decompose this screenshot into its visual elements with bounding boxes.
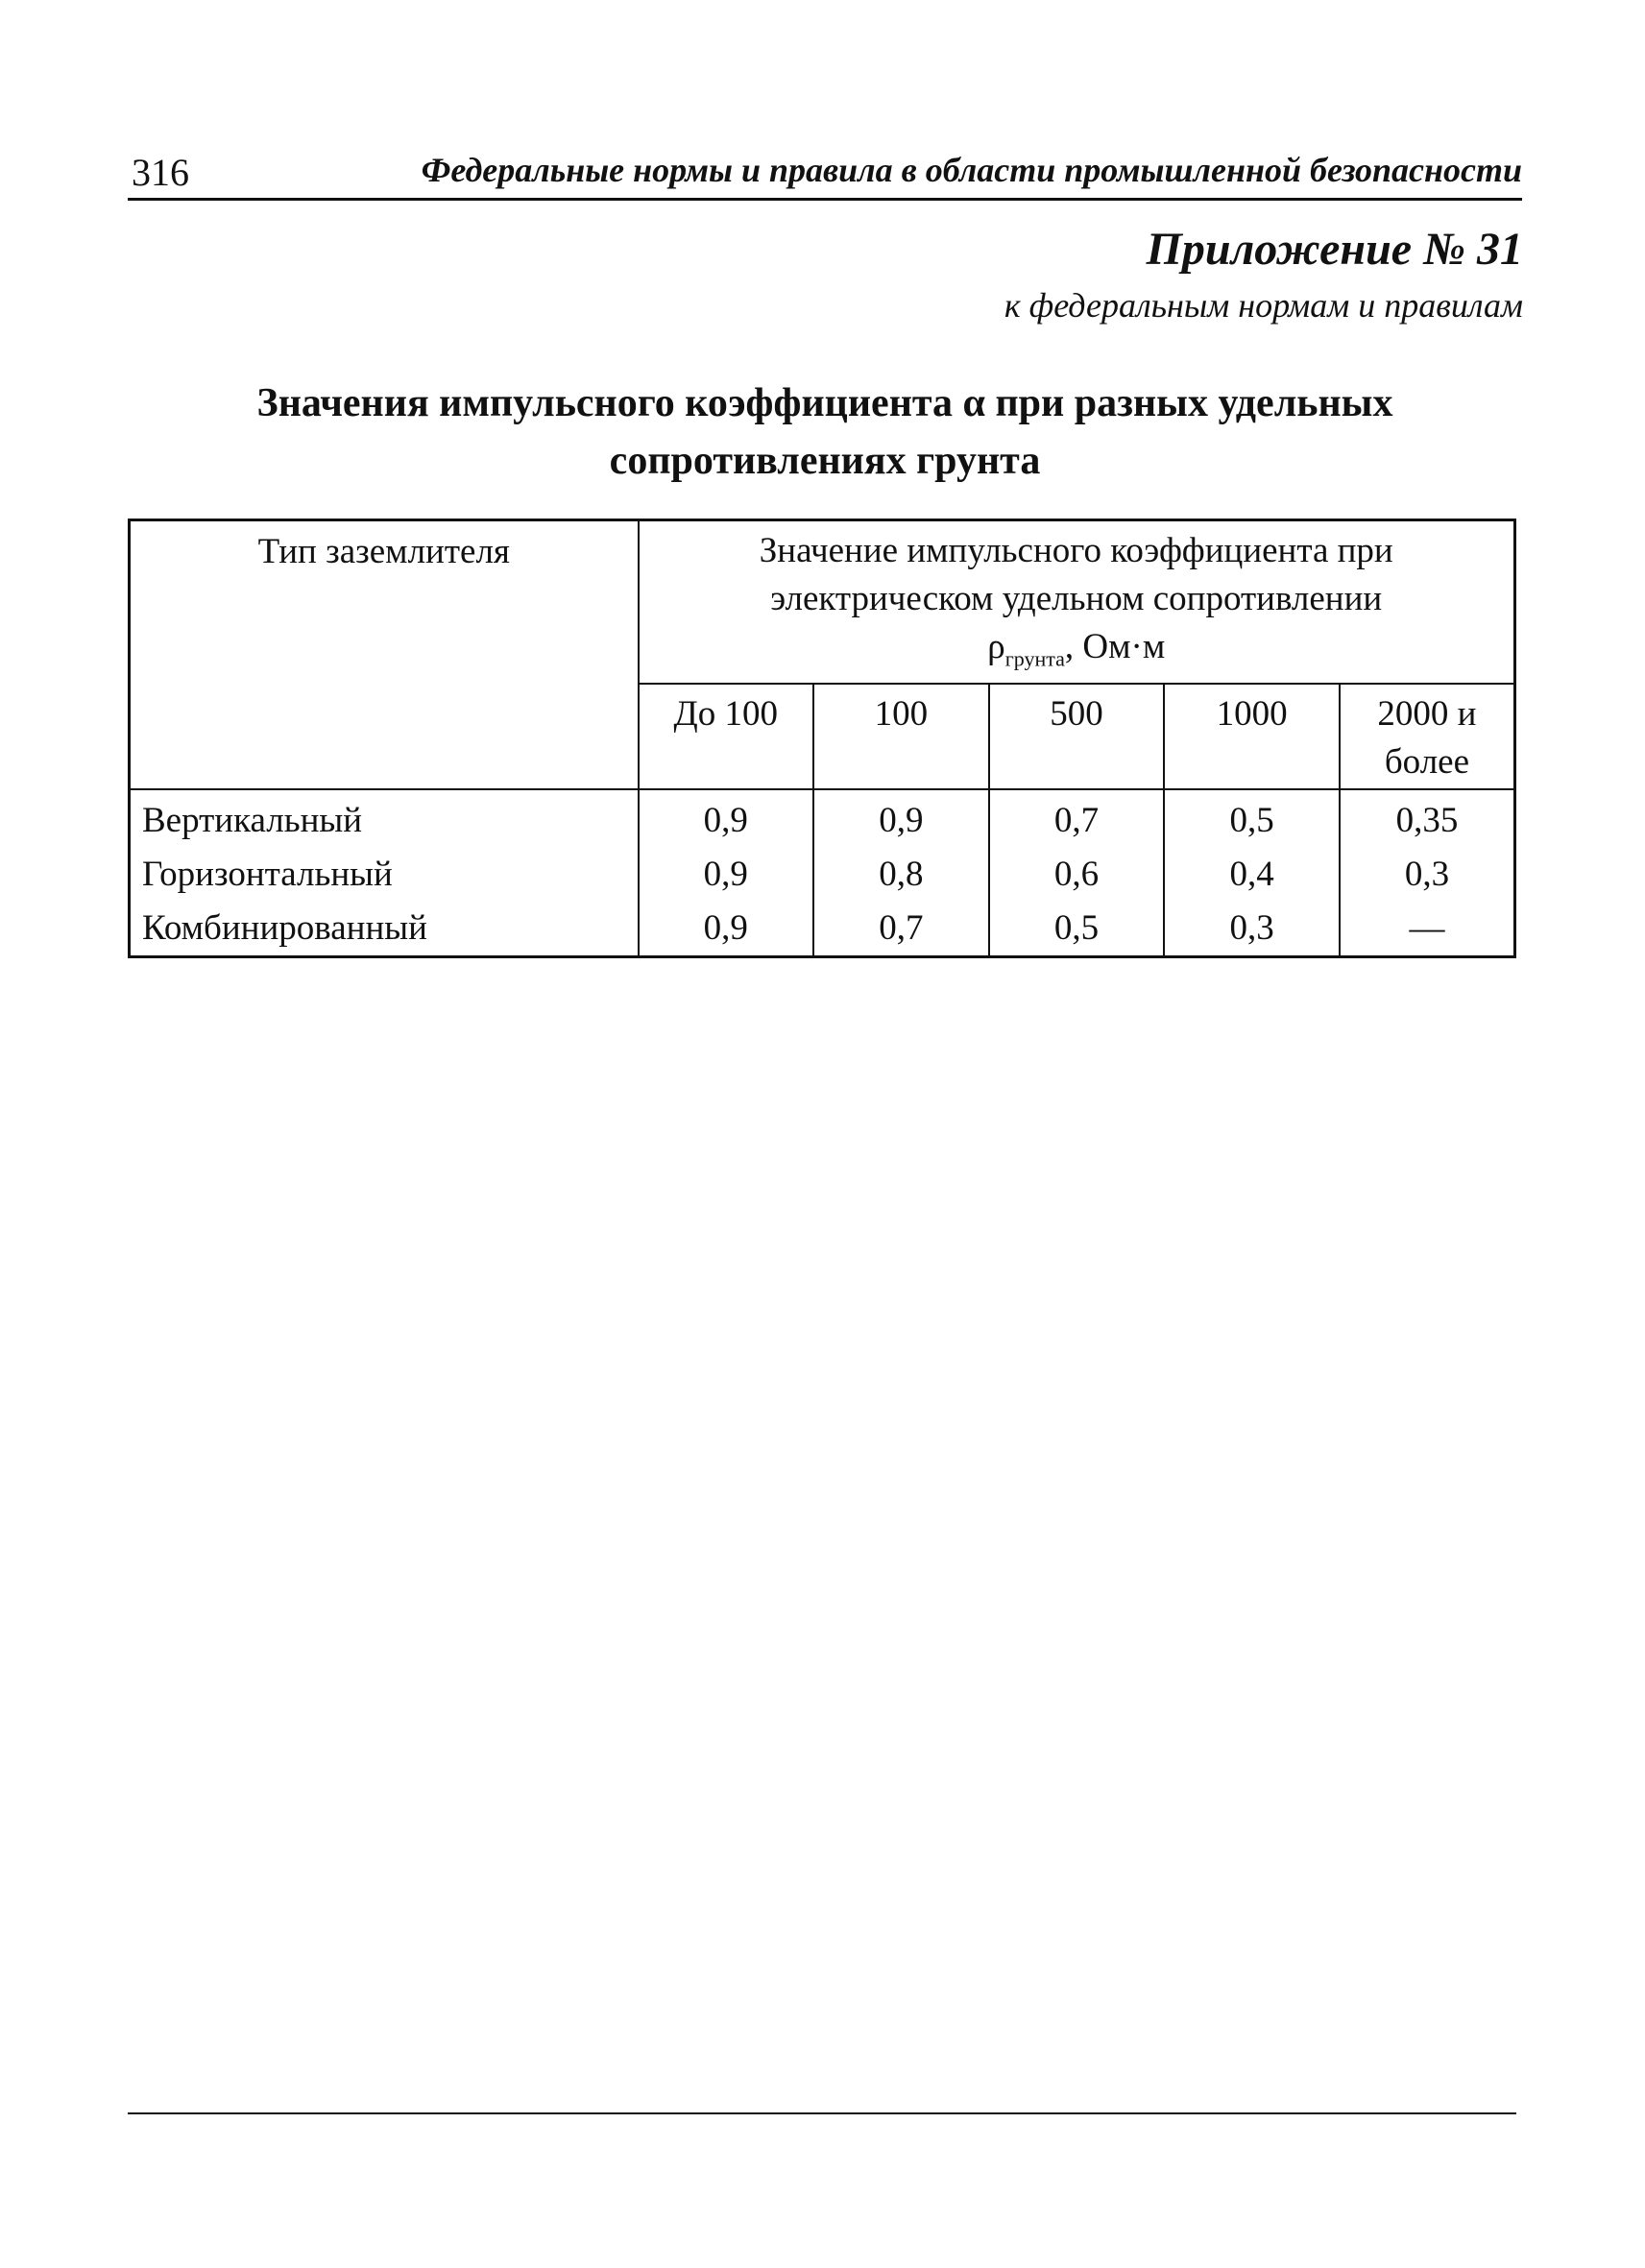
table-row (130, 902, 1515, 957)
column-header-value: 100 (813, 684, 989, 789)
table-cell: 0,7 (813, 902, 989, 957)
table-cell: 0,3 (1164, 902, 1340, 957)
table-cell: 0,9 (639, 789, 814, 848)
table-row (130, 848, 1515, 902)
table-cell: 0,3 (1340, 848, 1515, 902)
row-type-label: Вертикальный (130, 789, 639, 848)
group-header-line-3 (649, 623, 1505, 683)
table-cell: 0,6 (989, 848, 1165, 902)
column-header-value: 2000 и более (1340, 684, 1515, 789)
table-cell: — (1340, 902, 1515, 957)
table-cell: 0,9 (639, 848, 814, 902)
page-number: 316 (132, 151, 189, 194)
group-header-line-1: Значение импульсного коэффициента при (759, 531, 1393, 570)
appendix-block (1004, 223, 1523, 330)
column-header-group (639, 520, 1515, 685)
column-header-value: До 100 (639, 684, 814, 789)
appendix-subtitle: к федеральным нормам и правилам (1004, 286, 1523, 325)
table-cell: 0,5 (1164, 789, 1340, 848)
rho-symbol: ρ (987, 627, 1005, 666)
document-title-line-2: сопротивлениях грунта (609, 439, 1041, 483)
column-header-value: 500 (989, 684, 1165, 789)
rho-subscript: грунта (1004, 646, 1065, 671)
page-header (128, 144, 1522, 201)
table-cell: 0,7 (989, 789, 1165, 848)
table-cell: 0,9 (639, 902, 814, 957)
table-cell: 0,4 (1164, 848, 1340, 902)
document-title (128, 374, 1522, 490)
group-header-line-2: электрическом удельном сопротивлении (770, 579, 1383, 618)
document-title-line-1: Значения импульсного коэффициента α при разных удельных (256, 381, 1393, 425)
table-cell: 0,9 (813, 789, 989, 848)
row-type-label: Горизонтальный (130, 848, 639, 902)
header-row-1 (130, 520, 1515, 685)
row-type-label: Комбинированный (130, 902, 639, 957)
appendix-title: Приложение № 31 (1146, 224, 1523, 275)
column-header-type: Тип заземлителя (130, 520, 639, 790)
impulse-coefficient-table (128, 519, 1516, 958)
table-cell: 0,35 (1340, 789, 1515, 848)
footer-divider (128, 2112, 1516, 2114)
unit-label: , Ом·м (1064, 627, 1166, 666)
table-cell: 0,8 (813, 848, 989, 902)
table-row (130, 789, 1515, 848)
column-header-value: 1000 (1164, 684, 1340, 789)
table-cell: 0,5 (989, 902, 1165, 957)
running-title: Федеральные нормы и правила в области промышленной безопасности (421, 151, 1522, 189)
